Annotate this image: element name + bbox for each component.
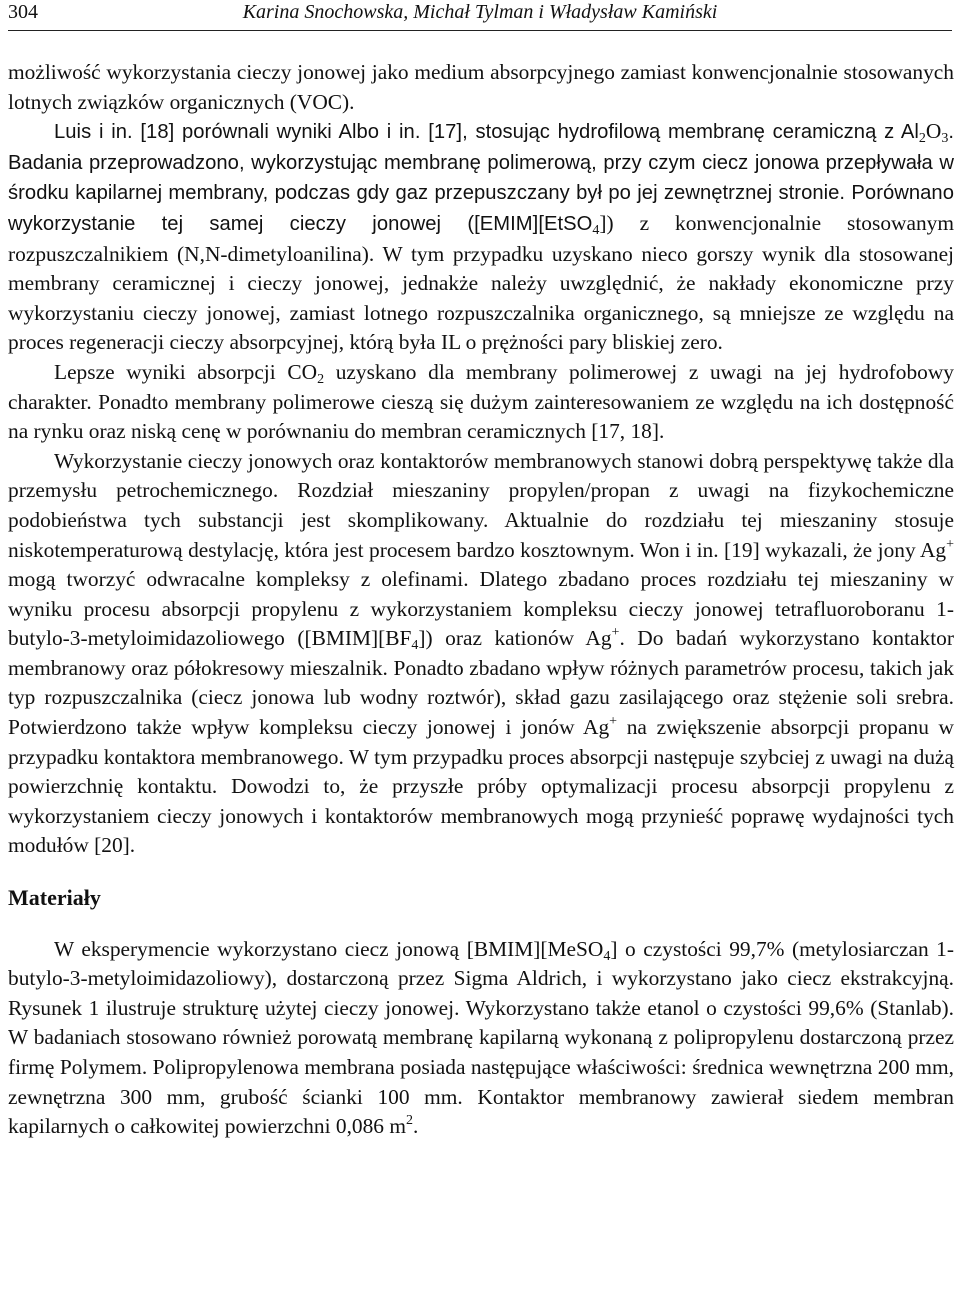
paragraph-petrochemical <box>8 447 954 861</box>
text-run: Porównano wykorzystanie tej samej cieczy jonowej ([EMIM][EtSO <box>8 182 954 235</box>
paragraph-co2 <box>8 358 954 447</box>
subscript: 4 <box>592 222 600 238</box>
paragraph-luis <box>8 117 954 358</box>
paragraph-continuation: możliwość wykorzystania cieczy jonowej jako medium absorpcyjnego zamiast konwencjonalnie stosowanych lotnych związków organicznych (VOC). <box>8 60 954 114</box>
subscript: 3 <box>941 131 949 147</box>
superscript: + <box>611 625 620 641</box>
text-run: . Do badań wykorzystano kontaktor membranowy oraz półokresowy mieszalnik. Ponadto zbadano wpływ różnych parametrów procesu, takich jak typ rozpuszczalnika (ciecz jonowa lub wodny roztwór), skład gazu zasilającego oraz stężenie soli srebra. Potwierdzono także wpływ kompleksu cieczy jonowej i jonów Ag <box>8 626 954 740</box>
text-run: . Badania przeprowadzono, wykorzystując membranę polimerową, przy czym ciecz jonowa przepływała w środku kapilarnej membrany, podczas gdy gaz przepuszczany był po jej zewnętrznej stronie. <box>8 121 954 205</box>
superscript: + <box>609 714 618 730</box>
text-run: Lepsze wyniki absorpcji CO <box>54 359 318 384</box>
superscript: 2 <box>405 1113 413 1129</box>
subscript: 4 <box>603 948 611 964</box>
superscript: + <box>946 536 954 552</box>
text-run: . <box>412 1114 419 1139</box>
header-divider <box>8 30 952 31</box>
text-run: Wykorzystanie cieczy jonowych oraz kontaktorów membranowych stanowi dobrą perspektywę także dla przemysłu petrochemicznego. Rozdział mieszaniny propylen/propan z uwagi na fizykochemiczne podobieństwa tych substancji jest skomplikowany. Aktualnie do rozdziału tej mieszaniny stosuje niskotemperaturową destylację, która jest procesem bardzo kosztownym. Won i in. [19] wykazali, że jony Ag <box>8 448 954 562</box>
running-header <box>8 0 952 28</box>
text-run: ] o czystości 99,7% (metylosiarczan 1-butylo-3-metyloimidazoliowy), dostarczoną przez Sigma Aldrich, i wykorzystano jako ciecz ekstrakcyjną. Rysunek 1 ilustruje strukturę użytej cieczy jonowej. Wykorzystano także etanol o czystości 99,6% (Stanlab). W badaniach stosowano również porowatą membranę kapilarną wykonaną z polipropylenu dostarczoną przez firmę Polymem. Polipropylenowa membrana posiada następujące właściwości: średnica wewnętrzna 200 mm, zewnętrzna 300 mm, grubość ścianki 100 mm. Kontaktor membranowy zawierał siedem membran kapilarnych o całkowitej powierzchni 0,086 m <box>8 936 954 1139</box>
text-run: W tym przypadku uzyskano nieco gorszy wynik dla stosowanej membrany ceramicznej i cieczy jonowej, jednakże należy uwzględnić, że nakłady ekonomiczne przy wykorzystaniu cieczy jonowej, zamiast lotnego rozpuszczalnika organicznego, są mniejsze ze względu na proces regeneracji cieczy absorpcyjnej, którą była IL o prężności pary bliskiej zero. <box>8 241 955 355</box>
subscript: 4 <box>411 638 419 654</box>
text-run: na zwiększenie absorpcji propanu w przypadku kontaktora membranowego. W tym przypadku proces absorpcji następuje szybciej z uwagi na dużą powierzchnię kontaktu. Dowodzi to, że przyszłe próby optymalizacji procesu absorpcji propylenu z wykorzystaniem cieczy jonowych i kontaktorów membranowych mogą przynieść poprawę wydajności tych modułów [20]. <box>8 715 954 858</box>
text-run: W eksperymencie wykorzystano ciecz jonową [BMIM][MeSO <box>54 936 604 961</box>
header-authors: Karina Snochowska, Michał Tylman i Władysław Kamiński <box>242 1 718 23</box>
paragraph-materials <box>8 935 954 1142</box>
subscript: 2 <box>918 131 926 147</box>
body-text <box>8 58 954 1142</box>
section-heading: Materiały <box>8 885 101 911</box>
text-run: Luis i in. [18] porównali wyniki Albo i in. [17], stosując hydrofilową membranę ceramiczną z Al <box>54 121 919 144</box>
page-number: 304 <box>8 1 38 23</box>
text-run: mogą tworzyć odwracalne kompleksy z olefinami. Dlatego zbadano proces rozdziału tej mieszaniny w wyniku procesu absorpcji propylenu z wykorzystaniem kompleksu cieczy jonowej tetrafluoroboranu 1-butylo-3-metyloimidazoliowego ([BMIM][BF <box>8 567 954 651</box>
subscript: 2 <box>317 371 325 387</box>
text-run: uzyskano dla membrany polimerowej z uwagi na jej hydrofobowy charakter. Ponadto membrany polimerowe cieszą się dużym zainteresowaniem ze względu na ich dostępność na rynku oraz niską cenę w porównaniu do membran ceramicznych [17, 18]. <box>8 359 955 444</box>
text-run: O <box>925 119 942 144</box>
text-run: ]) z konwencjonalnie stosowanym rozpuszczalnikiem (N,N-dimetyloanilina). <box>8 210 954 266</box>
text-run: ]) oraz kationów Ag <box>418 626 612 651</box>
